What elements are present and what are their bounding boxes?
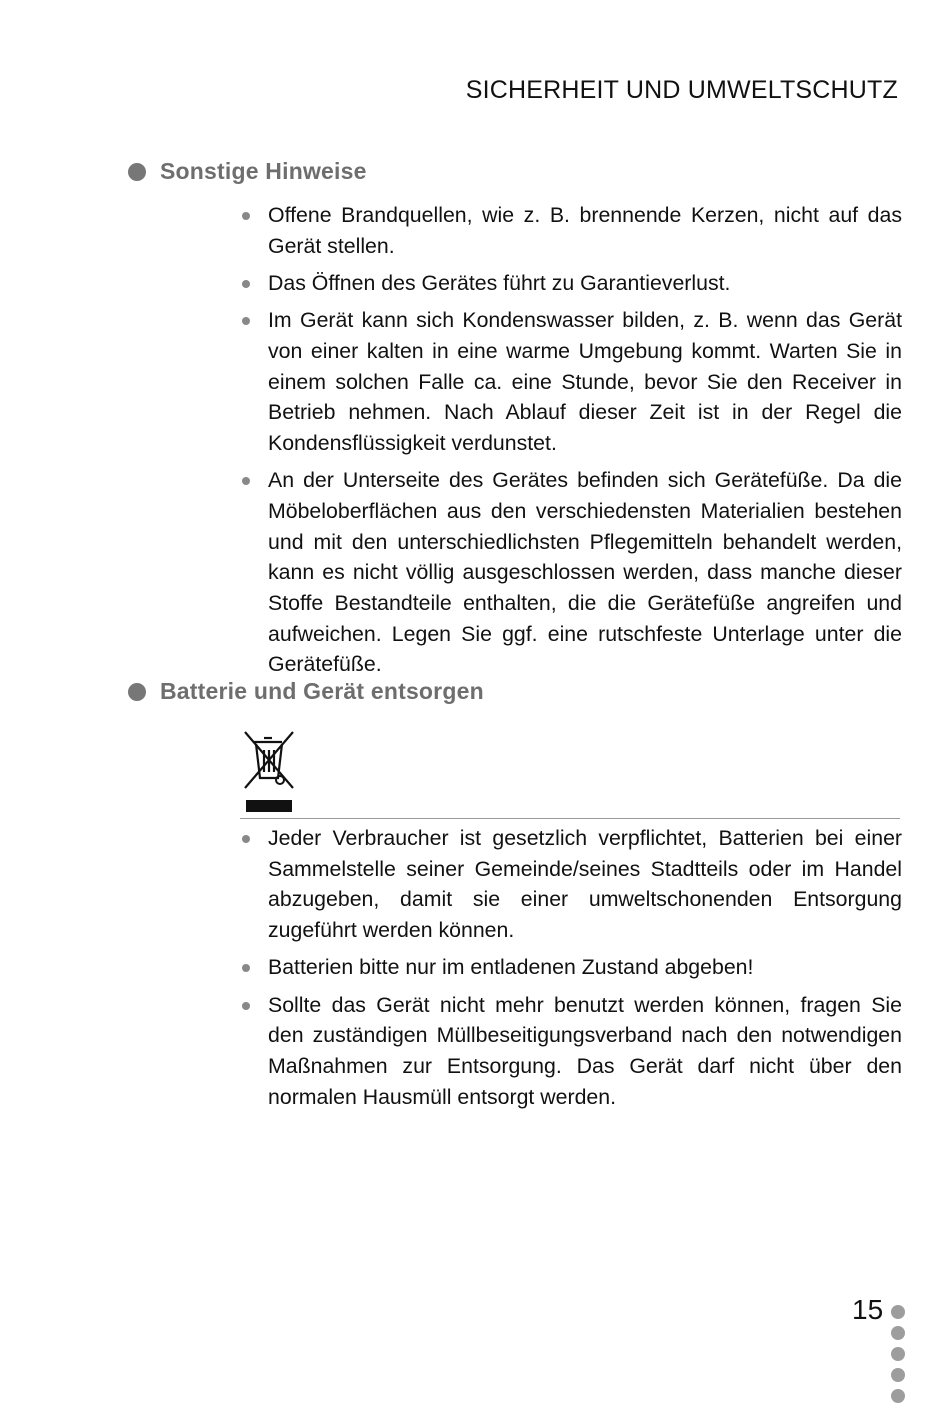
list-item xyxy=(240,952,902,983)
list-item-text: Batterien bitte nur im entladenen Zustand abgeben! xyxy=(268,955,754,980)
list-item xyxy=(240,200,902,261)
list-item-text: Im Gerät kann sich Kondenswasser bilden, z. B. wenn das Gerät von einer kalten in eine warme Umgebung kommt. Warten Sie in einem solchen Falle ca. eine Stunde, bevor Sie den Receiver in Betrieb nehmen. Nach Ablauf dieser Zeit ist in der Regel die Kondensflüssigkeit verdunstet. xyxy=(268,308,902,455)
bullet-icon xyxy=(242,317,250,325)
list-item xyxy=(240,990,902,1113)
list-item xyxy=(240,823,902,946)
bullet-icon xyxy=(242,964,250,972)
list-item xyxy=(240,465,902,680)
side-dots-decoration xyxy=(891,1305,907,1410)
decorative-dot-icon xyxy=(891,1389,905,1403)
crossed-out-wheelie-bin-icon xyxy=(242,728,296,814)
decorative-dot-icon xyxy=(891,1347,905,1361)
list-item-text: Offene Brandquellen, wie z. B. brennende Kerzen, nicht auf das Gerät stellen. xyxy=(268,203,902,258)
decorative-dot-icon xyxy=(891,1368,905,1382)
section-bullet-icon xyxy=(128,163,146,181)
bullet-icon xyxy=(242,212,250,220)
list-item xyxy=(240,305,902,459)
batterie-entsorgen-list xyxy=(240,823,902,1119)
bullet-icon xyxy=(242,477,250,485)
section-bullet-icon xyxy=(128,683,146,701)
list-item xyxy=(240,268,902,299)
list-item-text: An der Unterseite des Gerätes befinden sich Gerätefüße. Da die Möbeloberflächen aus den verschiedensten Materialien bestehen und mit den unterschiedlichsten Pflegemitteln behandelt werden, kann es nicht völlig ausgeschlossen werden, dass manche dieser Stoffe Bestandteile enthalten, die die Gerätefüße angreifen und aufweichen. Legen Sie ggf. eine rutschfeste Unterlage unter die Gerätefüße. xyxy=(268,468,902,677)
list-item-text: Jeder Verbraucher ist gesetzlich verpflichtet, Batterien bei einer Sammelstelle seiner Gemeinde/seines Stadtteils oder im Handel abzugeben, damit sie einer umweltschonenden Entsorgung zugeführt werden können. xyxy=(268,826,902,943)
page-number: 15 xyxy=(852,1294,884,1325)
section-heading-text: Batterie und Gerät entsorgen xyxy=(160,678,484,704)
decorative-dot-icon xyxy=(891,1326,905,1340)
bullet-icon xyxy=(242,1002,250,1010)
bullet-icon xyxy=(242,280,250,288)
decorative-dot-icon xyxy=(891,1305,905,1319)
section-heading-batterie-entsorgen xyxy=(128,678,484,705)
section-heading-text: Sonstige Hinweise xyxy=(160,158,367,184)
bullet-icon xyxy=(242,835,250,843)
page-header-title: SICHERHEIT UND UMWELTSCHUTZ xyxy=(465,76,898,104)
list-item-text: Das Öffnen des Gerätes führt zu Garantieverlust. xyxy=(268,270,731,295)
sonstige-hinweise-list xyxy=(240,200,902,687)
section-heading-sonstige-hinweise xyxy=(128,158,367,185)
list-item-text: Sollte das Gerät nicht mehr benutzt werden können, fragen Sie den zuständigen Müllbeseitigungsverband nach den notwendigen Maßnahmen zur Entsorgung. Das Gerät darf nicht über den normalen Hausmüll entsorgt werden. xyxy=(268,992,902,1109)
section-divider xyxy=(240,818,900,819)
